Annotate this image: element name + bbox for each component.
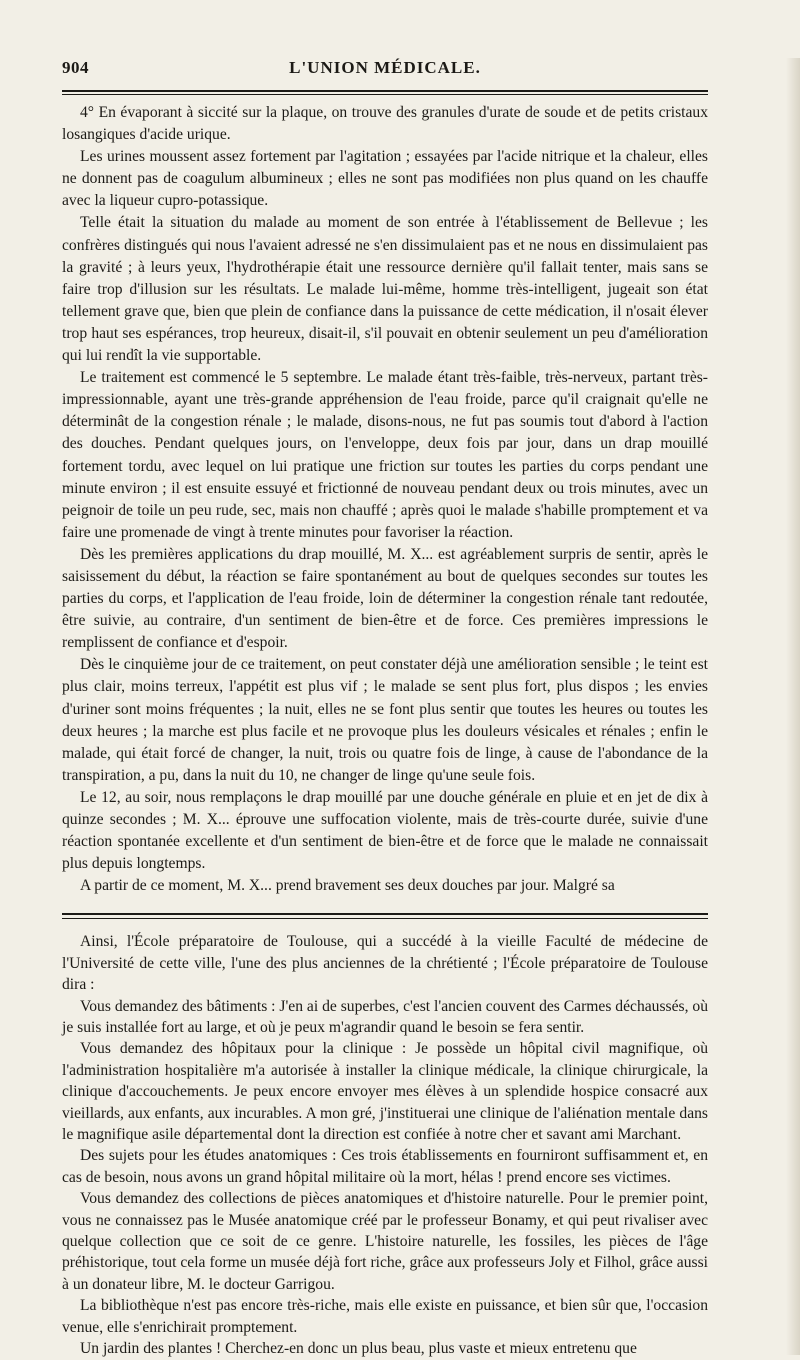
- page-number: 904: [62, 58, 89, 77]
- paragraph: Ainsi, l'École préparatoire de Toulouse, qui a succédé à la vieille Faculté de médecine de l'Université de cette ville, l'une des plus anciennes de la chrétienté ; l'École préparatoire de Toulouse dira :: [62, 933, 708, 994]
- feuilleton-body: [62, 931, 708, 1359]
- header-rule-thin: [62, 94, 708, 95]
- separator-thick-rule: [62, 913, 708, 915]
- paragraph: Vous demandez des collections de pièces anatomiques et d'histoire naturelle. Pour le premier point, vous ne connaissez pas le Musée anatomique créé par le professeur Bonamy, et qui peut rivaliser avec quelque collection que ce soit de ce genre. L'histoire naturelle, les fossiles, les pièces de l'âge préhistorique, tout cela forme un musée déjà fort riche, grâce aux professeurs Joly et Filhol, grâce aussi à un donateur libre, M. le docteur Garrigou.: [62, 1190, 708, 1293]
- separator-thin-rule: [62, 918, 708, 919]
- paragraph: Le traitement est commencé le 5 septembre. Le malade étant très-faible, très-nerveux, partant très-impressionnable, ayant une très-grande appréhension de l'eau froide, parce qu'il craignait qu'elle ne déterminât de la congestion rénale ; le malade, disons-nous, ne fut pas soumis tout d'abord à l'action des douches. Pendant quelques jours, on l'enveloppe, deux fois par jour, dans un drap mouillé fortement tordu, avec lequel on lui pratique une friction sur toutes les parties du corps pendant une minute environ ; il est ensuite essuyé et frictionné de nouveau pendant deux ou trois minutes, avec un peignoir de toile un peu rude, sec, mais non chauffé ; après quoi le malade s'habille promptement et va faire une promenade de vingt à trente minutes pour favoriser la réaction.: [62, 369, 708, 541]
- paragraph: Vous demandez des bâtiments : J'en ai de superbes, c'est l'ancien couvent des Carmes déchaussés, où je suis installée fort au large, et où je peux m'agrandir quand le besoin se fera sentir.: [62, 997, 708, 1036]
- paragraph: Un jardin des plantes ! Cherchez-en donc un plus beau, plus vaste et mieux entretenu que: [80, 1340, 637, 1358]
- paragraph: Dès les premières applications du drap mouillé, M. X... est agréablement surpris de sentir, après le saisissement du début, la réaction se faire spontanément au bout de quelques secondes sur toutes les parties du corps, et l'application de l'eau froide, loin de déterminer la congestion rénale tant redoutée, être suivie, au contraire, d'un sentiment de bien-être et de force. Ces premières impressions le remplissent de confiance et d'espoir.: [62, 545, 708, 652]
- page-edge-shadow: [786, 58, 800, 1355]
- paragraph: Des sujets pour les études anatomiques : Ces trois établissements en fourniront suffisamment et, en cas de besoin, nous avons un grand hôpital militaire où la mort, hélas ! prend encore ses victimes.: [62, 1147, 708, 1186]
- paragraph: Le 12, au soir, nous remplaçons le drap mouillé par une douche générale en pluie et en jet de dix à quinze secondes ; M. X... éprouve une suffocation violente, mais de très-courte durée, suivie d'une réaction spontanée excellente et d'un sentiment de bien-être et de force que le malade ne connaissait plus depuis longtemps.: [62, 788, 708, 873]
- paragraph: Dès le cinquième jour de ce traitement, on peut constater déjà une amélioration sensible ; le teint est plus clair, moins terreux, l'appétit est plus vif ; le malade se sent plus fort, plus dispos ; les envies d'uriner sont moins fréquentes ; la nuit, elles ne se font plus sentir que toutes les heures ou toutes les deux heures ; la marche est plus facile et ne provoque plus les douleurs vésicales et rénales ; enfin le malade, qui était forcé de changer, la nuit, trois ou quatre fois de linge, à cause de l'abondance de la transpiration, a pu, dans la nuit du 10, ne changer de linge qu'une seule fois.: [62, 656, 708, 784]
- paragraph: A partir de ce moment, M. X... prend bravement ses deux douches par jour. Malgré sa: [80, 877, 615, 895]
- article-body: [62, 102, 708, 897]
- paragraph: La bibliothèque n'est pas encore très-riche, mais elle existe en puissance, et bien sûr que, l'occasion venue, elle s'enrichirait promptement.: [62, 1297, 708, 1336]
- page: [0, 58, 800, 1358]
- section-separator: [62, 913, 708, 919]
- paragraph: Les urines moussent assez fortement par l'agitation ; essayées par l'acide nitrique et la chaleur, elles ne donnent pas de coagulum albumineux ; elles ne sont pas modifiées non plus quand on les chauffe avec la liqueur cupro-potassique.: [62, 148, 708, 210]
- paragraph: Telle était la situation du malade au moment de son entrée à l'établissement de Bellevue ; les confrères distingués qui nous l'avaient adressé ne s'en dissimulaient pas et ne nous en dissimulaient pas la gravité ; à leurs yeux, l'hydrothérapie était une ressource dernière qu'il fallait tenter, mais sans se faire trop d'illusion sur les résultats. Le malade lui-même, homme très-intelligent, jugeait son état tellement grave que, bien que plein de confiance dans la puissance de cette médication, il n'osait élever trop haut ses espérances, trop heureux, disait-il, s'il pouvait en obtenir seulement un peu d'amélioration qui lui rendît la vie supportable.: [62, 214, 708, 365]
- header-rule: [62, 90, 708, 92]
- page-header: [62, 58, 708, 86]
- running-title: L'UNION MÉDICALE.: [289, 58, 481, 77]
- paragraph: Vous demandez des hôpitaux pour la clinique : Je possède un hôpital civil magnifique, où l'administration hospitalière m'a autorisée à installer la clinique médicale, la clinique chirurgicale, la clinique d'accouchements. Je peux encore envoyer mes élèves à un splendide hospice consacré aux vieillards, aux enfants, aux incurables. A mon gré, j'instituerai une clinique de l'aliénation mentale dans le magnifique asile départemental dont la direction est confiée à notre cher et savant ami Marchant.: [62, 1040, 708, 1144]
- paragraph: 4° En évaporant à siccité sur la plaque, on trouve des granules d'urate de soude et de petits cristaux losangiques d'acide urique.: [62, 104, 708, 144]
